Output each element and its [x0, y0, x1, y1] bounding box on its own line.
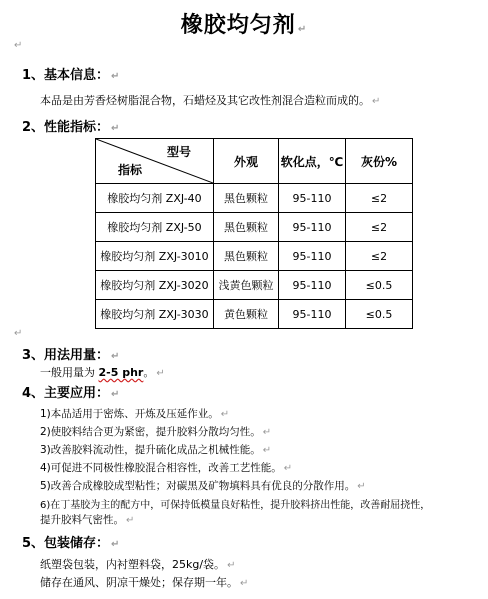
corner-indicator-label: 指标	[118, 163, 143, 177]
table-header-row	[96, 139, 413, 184]
model-cell: 橡胶均匀剂 ZXJ-50	[96, 213, 214, 242]
section-heading-usage: 3、用法用量： ↵	[22, 348, 120, 363]
table-row	[96, 300, 413, 329]
table-row	[96, 271, 413, 300]
header-softening-point: 软化点，℃	[279, 139, 346, 184]
list-item: 6)在丁基胶为主的配方中，可保持低模量良好粘性，提升胶料挤出性能，改善耐屈挠性，	[40, 500, 431, 511]
softening-cell: 95-110	[279, 242, 346, 271]
appearance-cell: 黄色颗粒	[214, 300, 279, 329]
packaging-line: 纸塑袋包装，内衬塑料袋，25kg/袋。 ↵	[40, 558, 236, 571]
section-heading-packaging: 5、包装储存： ↵	[22, 536, 120, 551]
corner-model-label: 型号	[166, 145, 191, 159]
section-heading-specs: 2、性能指标： ↵	[22, 120, 120, 135]
softening-cell: 95-110	[279, 300, 346, 329]
header-appearance: 外观	[214, 139, 279, 184]
softening-cell: 95-110	[279, 271, 346, 300]
list-item: 1)本品适用于密炼、开炼及压延作业。 ↵	[40, 408, 230, 420]
section-heading-applications: 4、主要应用： ↵	[22, 386, 120, 401]
model-cell: 橡胶均匀剂 ZXJ-3020	[96, 271, 214, 300]
basic-info-text: 本品是由芳香烃树脂混合物，石蜡烃及其它改性剂混合造粒而成的。 ↵	[40, 94, 381, 107]
model-cell: 橡胶均匀剂 ZXJ-3010	[96, 242, 214, 271]
list-item: 3)改善胶料流动性，提升硫化成品之机械性能。 ↵	[40, 444, 272, 456]
paragraph-mark-icon: ↵	[14, 328, 23, 339]
list-item-continuation: 提升胶料气密性。 ↵	[40, 514, 135, 526]
document-title: 橡胶均匀剂 ↵	[180, 13, 308, 38]
ash-cell: ≤2	[346, 184, 413, 213]
paragraph-mark-icon: ↵	[111, 389, 120, 400]
softening-cell: 95-110	[279, 184, 346, 213]
header-ash: 灰份%	[346, 139, 413, 184]
paragraph-mark-icon: ↵	[14, 40, 23, 51]
table-row	[96, 184, 413, 213]
appearance-cell: 浅黄色颗粒	[214, 271, 279, 300]
appearance-cell: 黑色颗粒	[214, 213, 279, 242]
section-heading-basic-info: 1、基本信息： ↵	[22, 68, 120, 83]
dosage-value: 2-5 phr	[98, 366, 144, 379]
ash-cell: ≤2	[346, 242, 413, 271]
ash-cell: ≤2	[346, 213, 413, 242]
paragraph-mark-icon: ↵	[156, 368, 165, 379]
paragraph-mark-icon: ↵	[111, 539, 120, 550]
table-row	[96, 213, 413, 242]
list-item: 4)可促进不同极性橡胶混合相容性，改善工艺性能。 ↵	[40, 462, 293, 474]
appearance-cell: 黑色颗粒	[214, 242, 279, 271]
ash-cell: ≤0.5	[346, 300, 413, 329]
paragraph-mark-icon: ↵	[372, 96, 381, 107]
paragraph-mark-icon: ↵	[111, 71, 120, 82]
paragraph-mark-icon: ↵	[111, 351, 120, 362]
usage-text: 一般用量为 2-5 phr。 ↵	[40, 366, 165, 379]
appearance-cell: 黑色颗粒	[214, 184, 279, 213]
paragraph-mark-icon: ↵	[111, 123, 120, 134]
storage-line: 储存在通风、阴凉干燥处；保存期一年。 ↵	[40, 576, 249, 589]
model-cell: 橡胶均匀剂 ZXJ-40	[96, 184, 214, 213]
softening-cell: 95-110	[279, 213, 346, 242]
list-item: 5)改善合成橡胶成型粘性；对碳黑及矿物填料具有优良的分散作用。 ↵	[40, 480, 366, 492]
paragraph-mark-icon: ↵	[297, 24, 308, 35]
table-row	[96, 242, 413, 271]
ash-cell: ≤0.5	[346, 271, 413, 300]
list-item: 2)使胶料结合更为紧密，提升胶料分散均匀性。 ↵	[40, 426, 272, 438]
diagonal-divider	[96, 139, 213, 183]
spec-table	[95, 138, 413, 329]
model-cell: 橡胶均匀剂 ZXJ-3030	[96, 300, 214, 329]
corner-header-cell	[96, 139, 214, 184]
